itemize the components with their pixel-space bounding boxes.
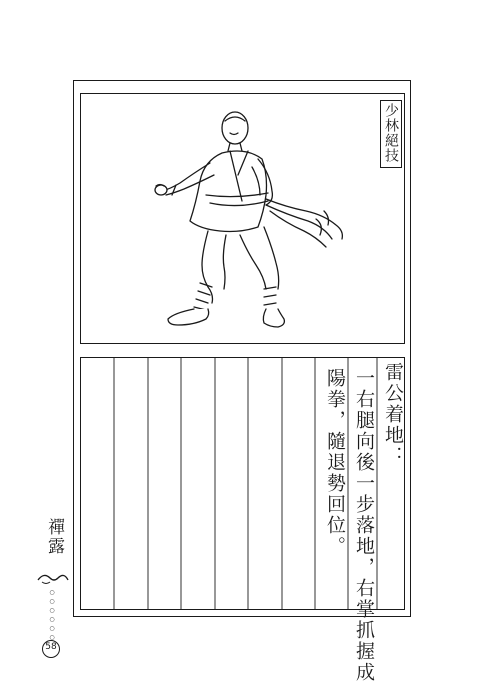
title-seal [380,100,402,168]
caption-column-1: 雷公着地： [382,362,404,467]
margin-title: 禪露 [44,518,64,556]
cloud-ornament-icon [36,572,70,586]
page-number: 58 [45,642,57,652]
seal-text: 少林絕技 [383,103,399,163]
page-number-badge [42,640,60,658]
monk-figure-illustration [80,93,405,344]
caption-column-2: 一右腿向後一步落地，右掌抓握成 [353,368,375,683]
dot-ornament: ○ ○ ○ ○ ○ ○ [49,589,55,641]
caption-column-3: 陽拳，隨退勢回位。 [324,368,346,557]
